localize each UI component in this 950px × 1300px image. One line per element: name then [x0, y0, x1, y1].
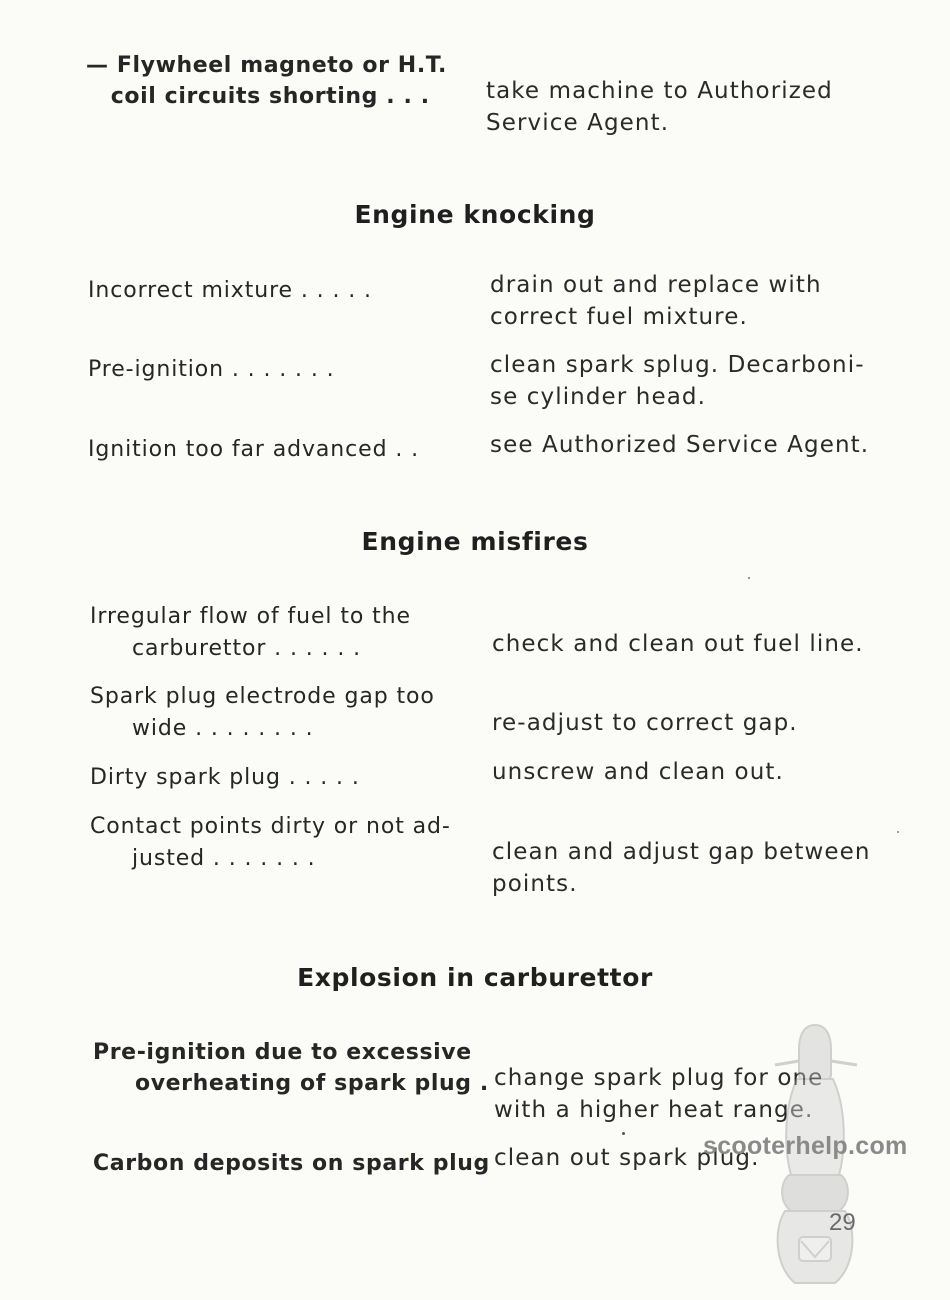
- knocking-remedy-1-line-1: drain out and replace with: [490, 272, 822, 298]
- misfires-cause-4-line-2: justed . . . . . . .: [132, 846, 316, 871]
- knocking-remedy-2-line-1: clean spark splug. Decarboni-: [490, 352, 865, 378]
- misfires-cause-3: Dirty spark plug . . . . .: [90, 765, 360, 790]
- explosion-cause-1-line-1: Pre-ignition due to excessive: [93, 1040, 472, 1065]
- knocking-cause-3: Ignition too far advanced . .: [88, 437, 420, 462]
- misfires-remedy-4-line-2: points.: [492, 871, 578, 897]
- knocking-remedy-3: see Authorized Service Agent.: [490, 432, 870, 458]
- intro-cause-line-1: — Flywheel magneto or H.T.: [86, 53, 448, 78]
- misfires-remedy-4-line-1: clean and adjust gap between: [492, 839, 871, 865]
- knocking-remedy-1-line-2: correct fuel mixture.: [490, 304, 748, 330]
- misfires-cause-1-line-2: carburettor . . . . . .: [132, 636, 362, 661]
- intro-remedy-line-2: Service Agent.: [486, 110, 670, 136]
- misfires-remedy-2: re-adjust to correct gap.: [492, 710, 798, 736]
- intro-cause-line-2: coil circuits shorting . . .: [86, 84, 430, 109]
- misfires-cause-1-line-1: Irregular flow of fuel to the: [90, 604, 411, 629]
- explosion-remedy-1-line-2: with a higher heat range.: [494, 1097, 814, 1123]
- misfires-cause-2-line-1: Spark plug electrode gap too: [90, 684, 435, 709]
- misfires-cause-4-line-1: Contact points dirty or not ad-: [90, 814, 451, 839]
- scan-speck: [622, 1132, 625, 1135]
- explosion-remedy-1-line-1: change spark plug for one: [494, 1065, 824, 1091]
- scan-speck: [748, 577, 750, 579]
- scan-speck: [897, 831, 899, 833]
- watermark-text: scooterhelp.com: [703, 1132, 908, 1160]
- misfires-cause-2-line-2: wide . . . . . . . .: [132, 716, 314, 741]
- knocking-cause-1: Incorrect mixture . . . . .: [88, 278, 372, 303]
- section-heading-explosion-in-carburettor: Explosion in carburettor: [297, 963, 653, 992]
- section-heading-engine-misfires: Engine misfires: [361, 527, 589, 556]
- knocking-remedy-2-line-2: se cylinder head.: [490, 384, 707, 410]
- misfires-remedy-1: check and clean out fuel line.: [492, 631, 864, 657]
- page-number: 29: [829, 1209, 856, 1236]
- knocking-cause-2: Pre-ignition . . . . . . .: [88, 357, 335, 382]
- misfires-remedy-3: unscrew and clean out.: [492, 759, 784, 785]
- section-heading-engine-knocking: Engine knocking: [354, 200, 596, 229]
- explosion-remedy-2: clean out spark plug.: [494, 1145, 760, 1171]
- intro-remedy-line-1: take machine to Authorized: [486, 78, 833, 104]
- explosion-cause-1-line-2: overheating of spark plug .: [135, 1071, 489, 1096]
- explosion-cause-2: Carbon deposits on spark plug: [93, 1151, 490, 1176]
